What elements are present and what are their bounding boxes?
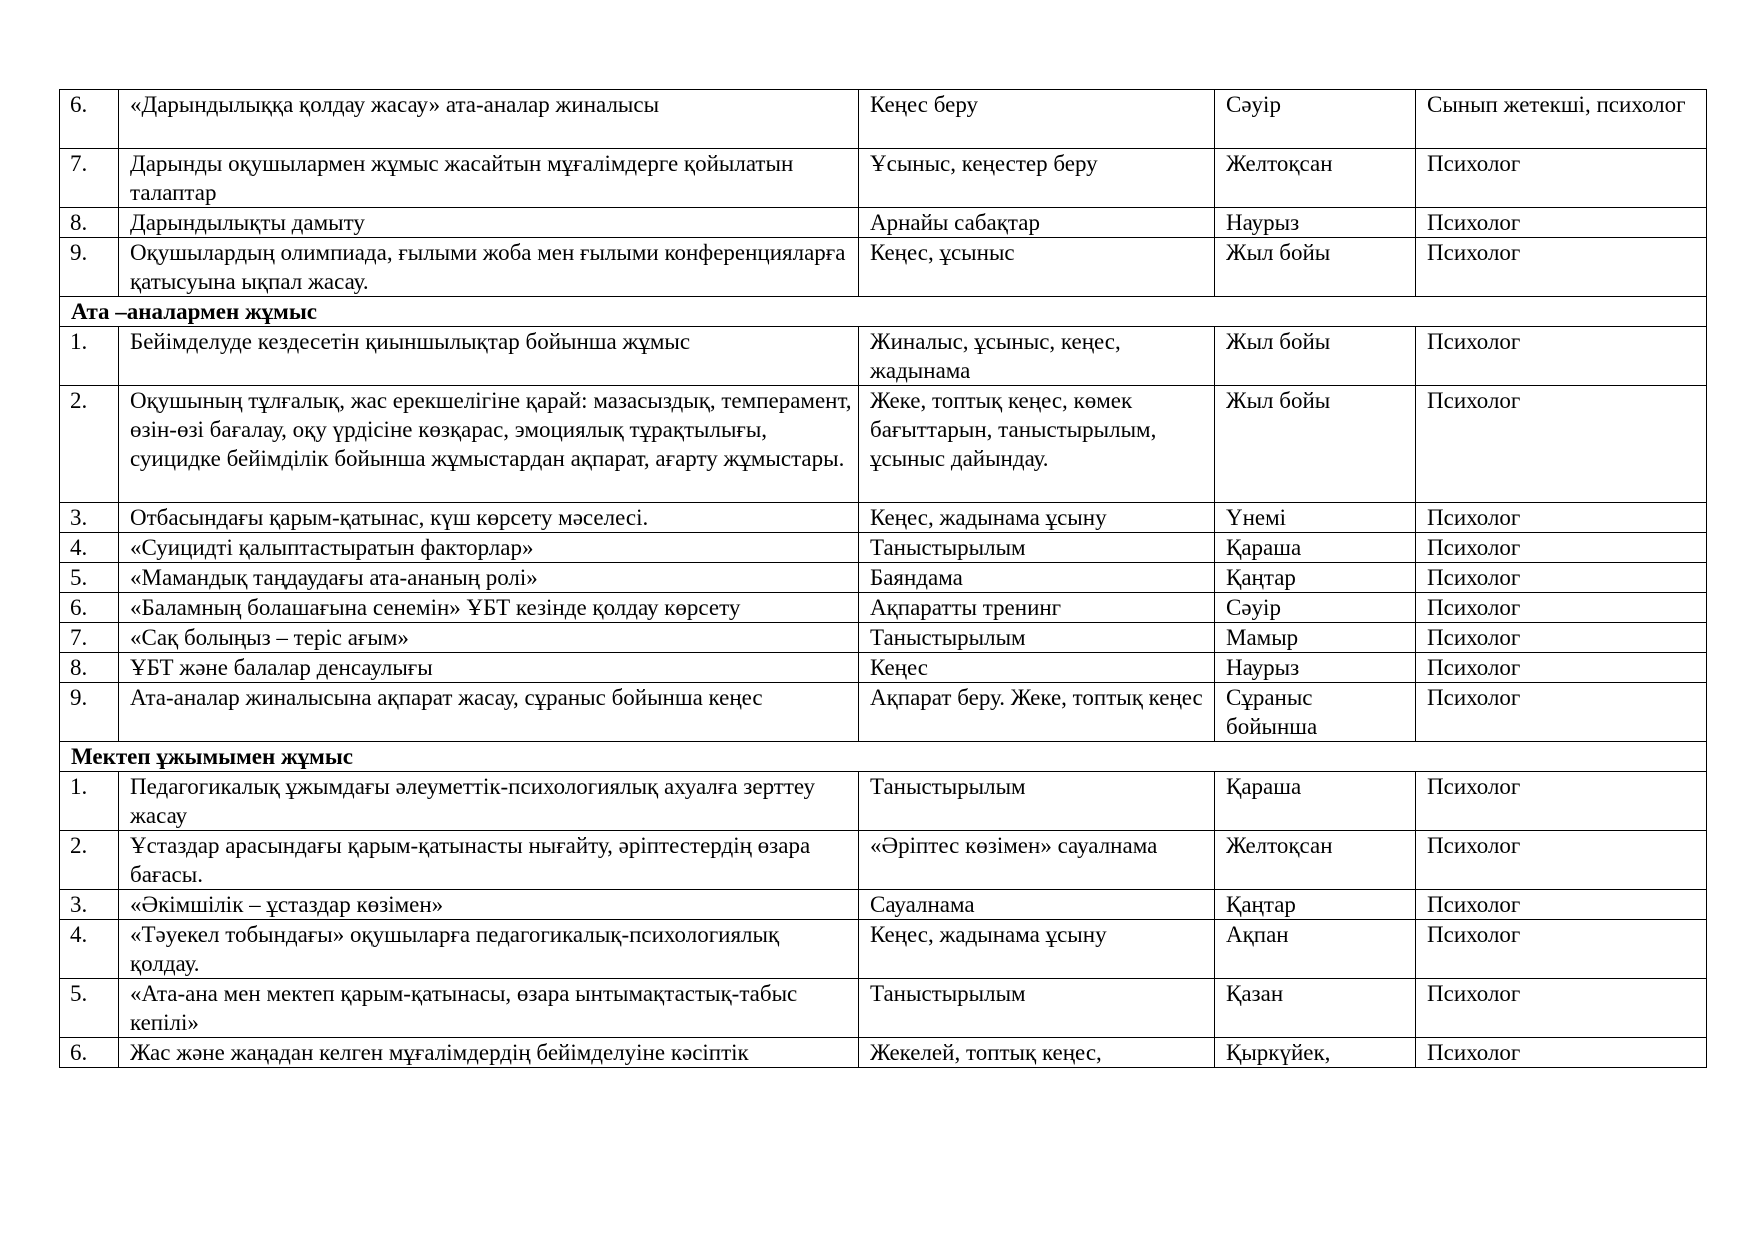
responsible-cell: Психолог [1416,623,1707,653]
event-cell: «Сақ болыңыз – теріс ағым» [119,623,859,653]
time-cell: Қаңтар [1215,890,1416,920]
time-cell: Үнемі [1215,503,1416,533]
form-cell: Таныстырылым [859,533,1215,563]
time-cell: Наурыз [1215,208,1416,238]
table-row [60,208,1707,238]
form-cell: «Әріптес көзімен» сауалнама [859,831,1215,890]
form-cell: Жеке, топтық кеңес, көмек бағыттарын, таныстырылым, ұсыныс дайындау. [859,386,1215,503]
time-cell: Қараша [1215,772,1416,831]
event-cell: «Әкімшілік – ұстаздар көзімен» [119,890,859,920]
section-title-parents: Ата –аналармен жұмыс [60,297,1707,327]
responsible-cell: Психолог [1416,149,1707,208]
table-row [60,149,1707,208]
row-number: 8. [60,208,119,238]
form-cell: Кеңес, ұсыныс [859,238,1215,297]
event-cell: «Дарындылыққа қолдау жасау» ата-аналар жиналысы [119,90,859,149]
responsible-cell: Психолог [1416,683,1707,742]
row-number: 6. [60,593,119,623]
form-cell: Таныстырылым [859,979,1215,1038]
event-cell: Ата-аналар жиналысына ақпарат жасау, сұраныс бойынша кеңес [119,683,859,742]
time-cell: Жыл бойы [1215,238,1416,297]
table-row [60,1038,1707,1068]
table-row [60,386,1707,503]
event-cell: Ұстаздар арасындағы қарым-қатынасты нығайту, әріптестердің өзара бағасы. [119,831,859,890]
form-cell: Жиналыс, ұсыныс, кеңес, жадынама [859,327,1215,386]
responsible-cell: Психолог [1416,563,1707,593]
time-cell: Сұраныс бойынша [1215,683,1416,742]
time-cell: Желтоқсан [1215,149,1416,208]
table-row [60,653,1707,683]
row-number: 6. [60,90,119,149]
responsible-cell: Психолог [1416,238,1707,297]
time-cell: Қараша [1215,533,1416,563]
row-number: 3. [60,890,119,920]
responsible-cell: Психолог [1416,653,1707,683]
table-row [60,593,1707,623]
responsible-cell: Психолог [1416,533,1707,563]
table-row [60,772,1707,831]
event-cell: «Суицидті қалыптастыратын факторлар» [119,533,859,563]
event-cell: «Баламның болашағына сенемін» ҰБТ кезінде қолдау көрсету [119,593,859,623]
responsible-cell: Психолог [1416,327,1707,386]
event-cell: ҰБТ және балалар денсаулығы [119,653,859,683]
table-row [60,327,1707,386]
row-number: 1. [60,327,119,386]
responsible-cell: Психолог [1416,593,1707,623]
table-row [60,890,1707,920]
time-cell: Қыркүйек, [1215,1038,1416,1068]
time-cell: Сәуір [1215,90,1416,149]
form-cell: Сауалнама [859,890,1215,920]
event-cell: Педагогикалық ұжымдағы әлеуметтік-психологиялық ахуалға зерттеу жасау [119,772,859,831]
row-number: 7. [60,623,119,653]
row-number: 9. [60,683,119,742]
table-row [60,979,1707,1038]
time-cell: Наурыз [1215,653,1416,683]
table-row [60,533,1707,563]
event-cell: «Тәуекел тобындағы» оқушыларға педагогикалық-психологиялық қолдау. [119,920,859,979]
table-row [60,831,1707,890]
section-header-row [60,297,1707,327]
event-cell: Бейімделуде кездесетін қиыншылықтар бойынша жұмыс [119,327,859,386]
event-cell: Оқушының тұлғалық, жас ерекшелігіне қарай: мазасыздық, темперамент, өзін-өзі бағалау, оқу үрдісіне көзқарас, эмоциялық тұрақтылығы, суицидке бейімділік бойынша жұмыстардан ақпарат, ағарту жұмыстары. [119,386,859,503]
table-row [60,238,1707,297]
event-cell: Оқушылардың олимпиада, ғылыми жоба мен ғылыми конференцияларға қатысуына ықпал жасау. [119,238,859,297]
form-cell: Кеңес [859,653,1215,683]
table-row [60,623,1707,653]
event-cell: Дарындылықты дамыту [119,208,859,238]
row-number: 6. [60,1038,119,1068]
form-cell: Арнайы сабақтар [859,208,1215,238]
form-cell: Ақпаратты тренинг [859,593,1215,623]
form-cell: Ұсыныс, кеңестер беру [859,149,1215,208]
row-number: 5. [60,979,119,1038]
section-title-school: Мектеп ұжымымен жұмыс [60,742,1707,772]
time-cell: Қаңтар [1215,563,1416,593]
form-cell: Кеңес, жадынама ұсыну [859,503,1215,533]
responsible-cell: Психолог [1416,831,1707,890]
responsible-cell: Психолог [1416,208,1707,238]
row-number: 1. [60,772,119,831]
time-cell: Жыл бойы [1215,327,1416,386]
row-number: 8. [60,653,119,683]
form-cell: Баяндама [859,563,1215,593]
event-cell: Дарынды оқушылармен жұмыс жасайтын мұғалімдерге қойылатын талаптар [119,149,859,208]
row-number: 5. [60,563,119,593]
row-number: 2. [60,386,119,503]
event-cell: Отбасындағы қарым-қатынас, күш көрсету мәселесі. [119,503,859,533]
event-cell: «Мамандық таңдаудағы ата-ананың ролі» [119,563,859,593]
form-cell: Жекелей, топтық кеңес, [859,1038,1215,1068]
row-number: 4. [60,533,119,563]
responsible-cell: Психолог [1416,979,1707,1038]
section-header-row [60,742,1707,772]
responsible-cell: Психолог [1416,920,1707,979]
event-cell: Жас және жаңадан келген мұғалімдердің бейімделуіне кәсіптік [119,1038,859,1068]
time-cell: Ақпан [1215,920,1416,979]
form-cell: Кеңес беру [859,90,1215,149]
responsible-cell: Психолог [1416,386,1707,503]
time-cell: Сәуір [1215,593,1416,623]
responsible-cell: Психолог [1416,1038,1707,1068]
row-number: 3. [60,503,119,533]
form-cell: Кеңес, жадынама ұсыну [859,920,1215,979]
table-row [60,503,1707,533]
form-cell: Таныстырылым [859,623,1215,653]
row-number: 9. [60,238,119,297]
responsible-cell: Сынып жетекші, психолог [1416,90,1707,149]
form-cell: Таныстырылым [859,772,1215,831]
time-cell: Жыл бойы [1215,386,1416,503]
table-row [60,90,1707,149]
row-number: 4. [60,920,119,979]
event-cell: «Ата-ана мен мектеп қарым-қатынасы, өзара ынтымақтастық-табыс кепілі» [119,979,859,1038]
responsible-cell: Психолог [1416,890,1707,920]
time-cell: Мамыр [1215,623,1416,653]
row-number: 2. [60,831,119,890]
table-row [60,563,1707,593]
row-number: 7. [60,149,119,208]
time-cell: Қазан [1215,979,1416,1038]
time-cell: Желтоқсан [1215,831,1416,890]
responsible-cell: Психолог [1416,772,1707,831]
form-cell: Ақпарат беру. Жеке, топтық кеңес [859,683,1215,742]
table-row [60,920,1707,979]
table-row [60,683,1707,742]
work-plan-table [59,89,1707,1068]
responsible-cell: Психолог [1416,503,1707,533]
